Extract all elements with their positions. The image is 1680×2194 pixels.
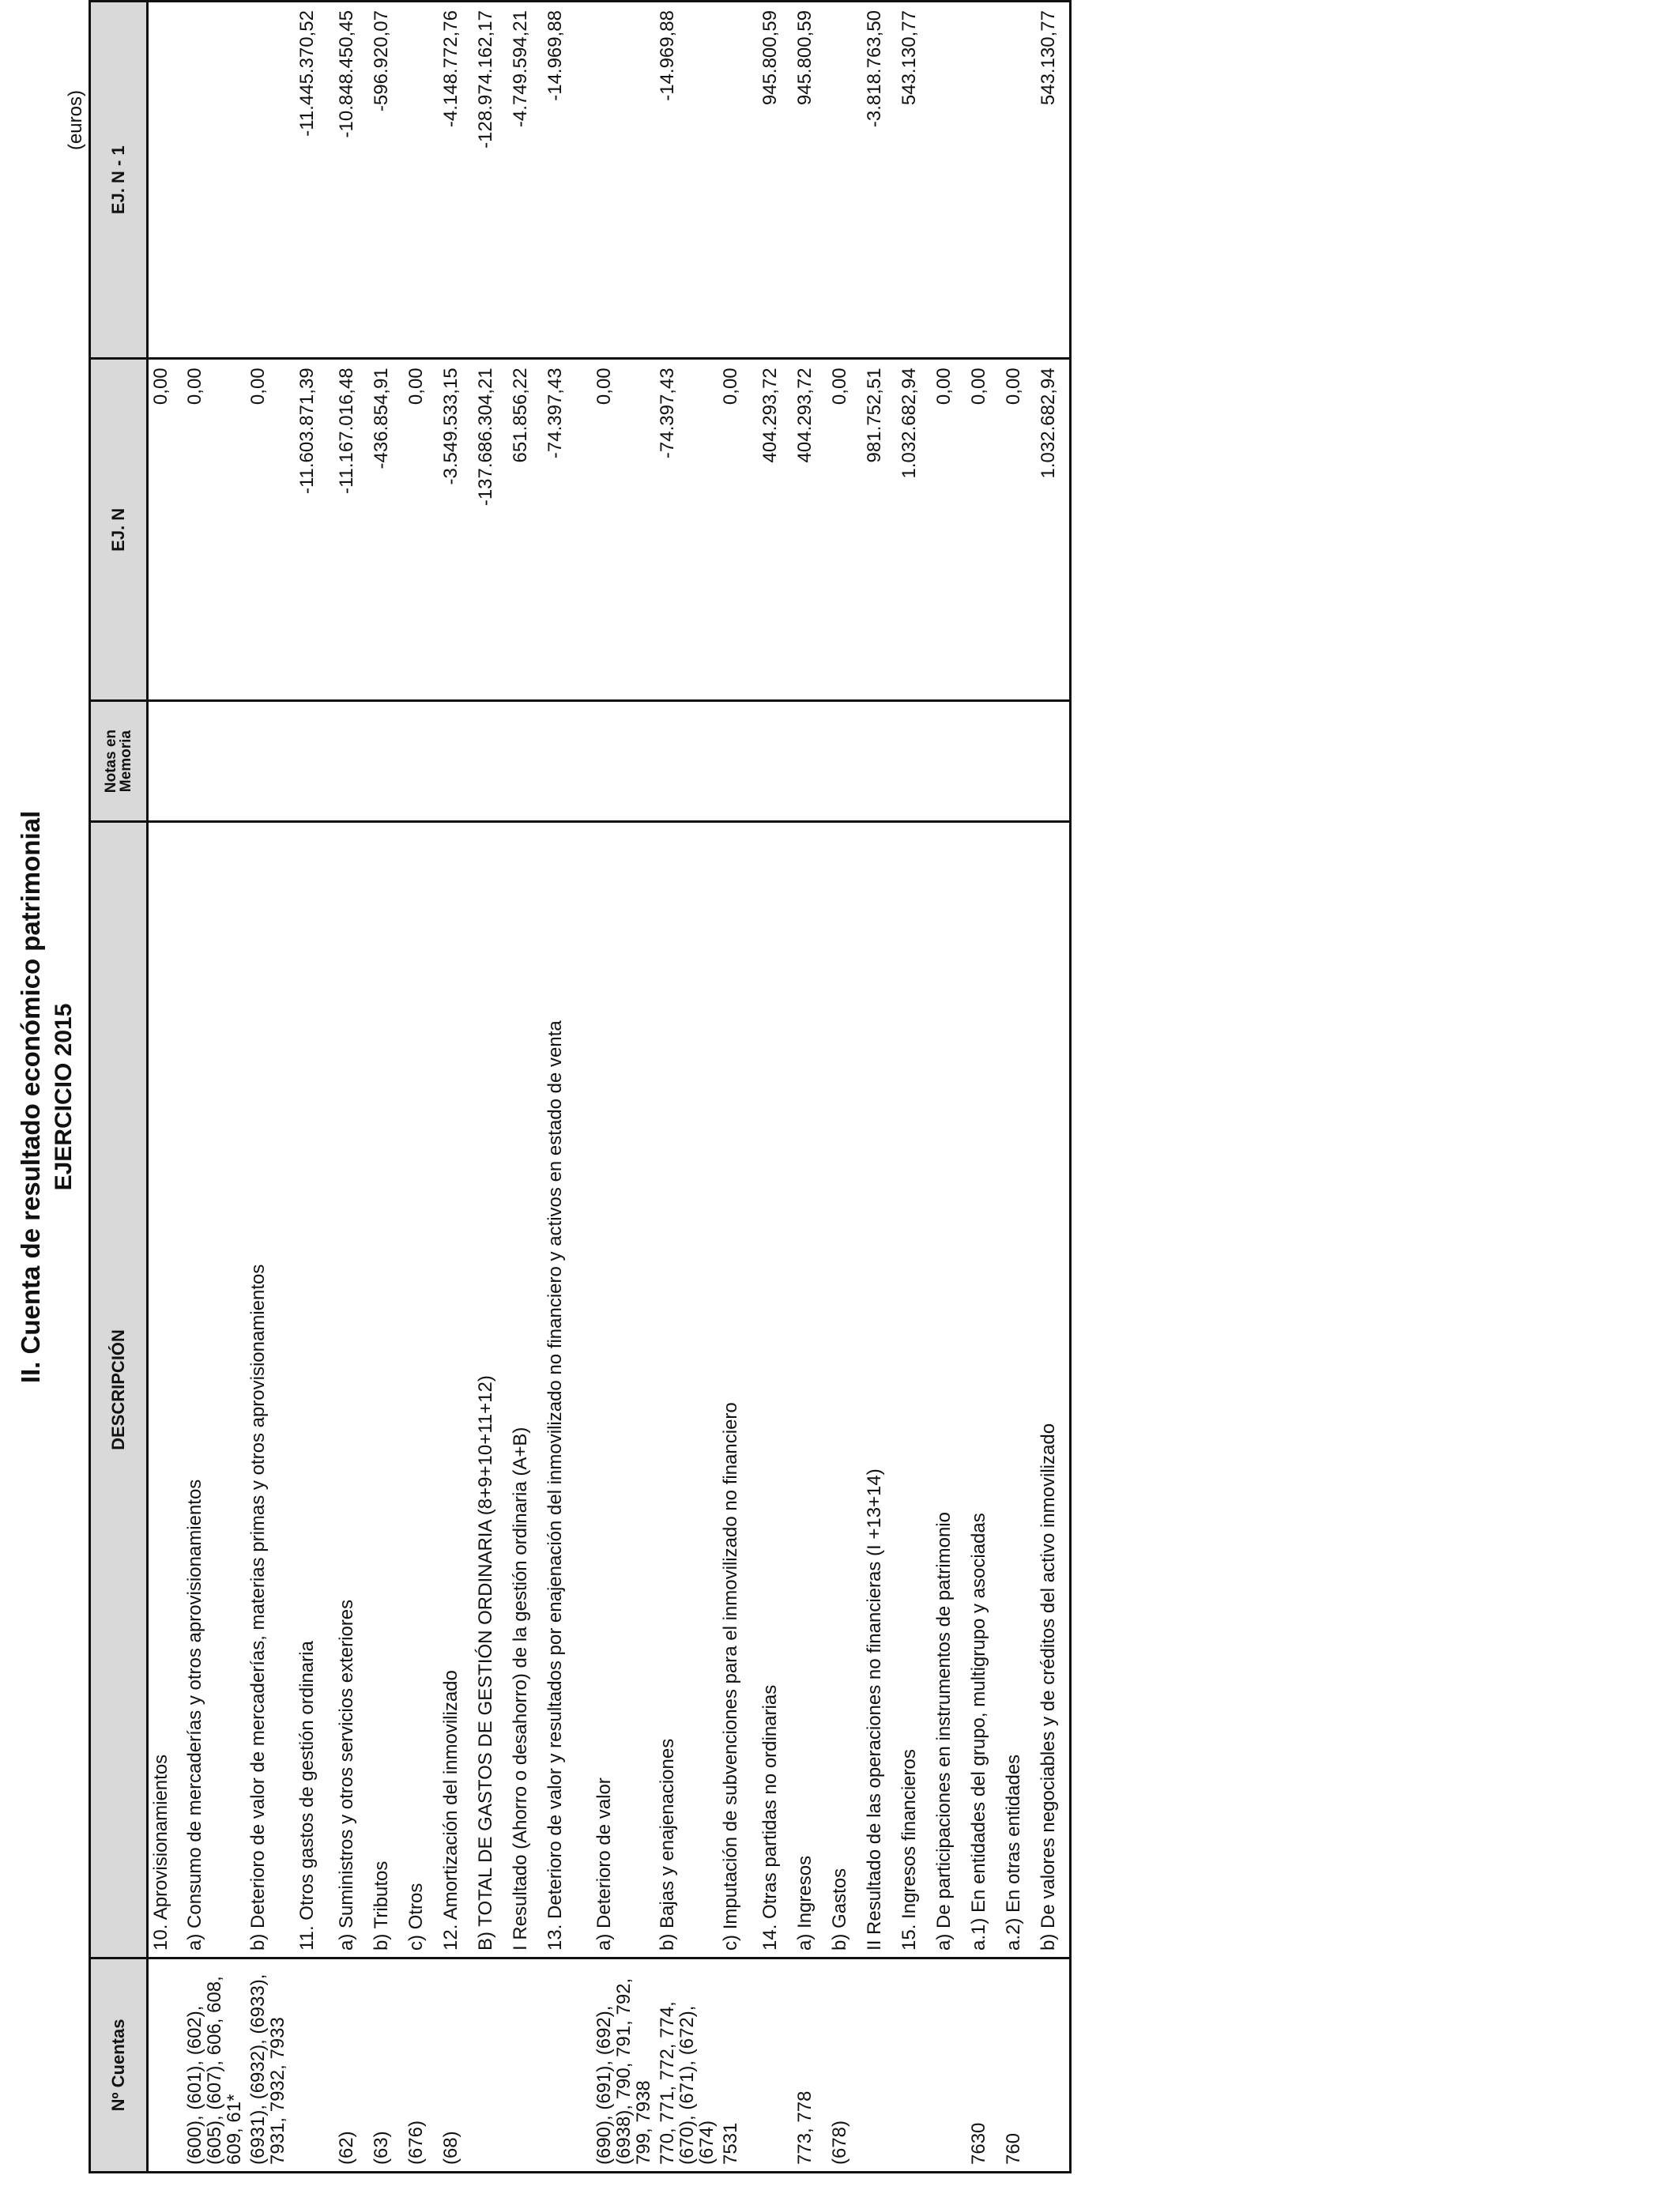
row-accounts-cell: (63) [369, 1958, 404, 2172]
row-description-cell: I Resultado (Ahorro o desahorro) de la gestión ordinaria (A+B) [508, 821, 543, 1958]
row-previous-value [932, 2, 966, 359]
row-notes-cell [758, 701, 793, 822]
row-accounts-cell [543, 1958, 592, 2172]
row-previous-value: 945.800,59 [793, 2, 827, 359]
row-previous-value: 945.800,59 [758, 2, 793, 359]
row-current-value: 0,00 [404, 359, 439, 701]
row-previous-value [827, 2, 862, 359]
table-row [932, 2, 966, 2173]
row-description-cell: b) Tributos [369, 821, 404, 1958]
row-accounts-cell: (600), (601), (602), (605), (607), 606, 608, 609, 61* [183, 1958, 246, 2172]
report-title: II. Cuenta de resultado económico patrimonial [16, 810, 45, 1384]
row-notes-cell [862, 701, 897, 822]
row-current-value: 0,00 [966, 359, 1001, 701]
row-previous-value [183, 2, 246, 359]
report-subtitle: EJERCICIO 2015 [51, 1003, 77, 1191]
row-description-cell: a) Suministros y otros servicios exteriores [334, 821, 369, 1958]
row-accounts-cell: 760 [1001, 1958, 1036, 2172]
row-accounts-cell [932, 1958, 966, 2172]
table-row [758, 2, 793, 2173]
row-previous-value: -14.969,88 [655, 2, 718, 359]
table-row [1001, 2, 1036, 2173]
row-description-cell: c) Imputación de subvenciones para el inmovilizado no financiero [718, 821, 758, 1958]
row-accounts-cell [758, 1958, 793, 2172]
row-previous-value: 543.130,77 [1036, 2, 1071, 359]
row-current-value: 404.293,72 [793, 359, 827, 701]
table-row [508, 2, 543, 2173]
table-row [246, 2, 295, 2173]
row-current-value: -74.397,43 [655, 359, 718, 701]
row-current-value: 0,00 [592, 359, 655, 701]
row-notes-cell [543, 701, 592, 822]
header-accounts: Nº Cuentas [90, 1958, 148, 2172]
table-row [827, 2, 862, 2173]
row-notes-cell [369, 701, 404, 822]
row-previous-value: -10.848.450,45 [334, 2, 369, 359]
row-current-value: 0,00 [1001, 359, 1036, 701]
row-notes-cell [827, 701, 862, 822]
row-description-cell: 11. Otros gastos de gestión ordinaria [295, 821, 334, 1958]
row-description-cell: b) Gastos [827, 821, 862, 1958]
row-notes-cell [439, 701, 473, 822]
table-row [897, 2, 932, 2173]
row-previous-value [1001, 2, 1036, 359]
row-current-value: 1.032.682,94 [897, 359, 932, 701]
row-previous-value: -596.920,07 [369, 2, 404, 359]
row-notes-cell [246, 701, 295, 822]
row-notes-cell [508, 701, 543, 822]
row-accounts-cell: (68) [439, 1958, 473, 2172]
row-previous-value [718, 2, 758, 359]
row-current-value: 1.032.682,94 [1036, 359, 1071, 701]
row-description-cell: II Resultado de las operaciones no financieras (I +13+14) [862, 821, 897, 1958]
table-row [334, 2, 369, 2173]
header-notes: Notas en Memoria [90, 701, 148, 822]
row-previous-value [592, 2, 655, 359]
table-row [369, 2, 404, 2173]
table-row [592, 2, 655, 2173]
row-accounts-cell [508, 1958, 543, 2172]
header-description: DESCRIPCIÓN [90, 821, 148, 1958]
row-accounts-cell: 7531 [718, 1958, 758, 2172]
row-previous-value [966, 2, 1001, 359]
row-current-value: 0,00 [183, 359, 246, 701]
results-table [89, 0, 1072, 2173]
table-body [148, 2, 1071, 2173]
row-description-cell: a.1) En entidades del grupo, multigrupo y asociadas [966, 821, 1001, 1958]
row-previous-value: -4.148.772,76 [439, 2, 473, 359]
row-current-value: -436.854,91 [369, 359, 404, 701]
row-description-cell: B) TOTAL DE GASTOS DE GESTIÓN ORDINARIA (8+9+10+11+12) [473, 821, 508, 1958]
row-accounts-cell [1036, 1958, 1071, 2172]
row-current-value: 0,00 [827, 359, 862, 701]
table-row [966, 2, 1001, 2173]
row-current-value: 0,00 [148, 359, 183, 701]
table-row [404, 2, 439, 2173]
row-notes-cell [932, 701, 966, 822]
row-current-value: -137.686.304,21 [473, 359, 508, 701]
row-notes-cell [592, 701, 655, 822]
table-row [793, 2, 827, 2173]
row-notes-cell [897, 701, 932, 822]
row-notes-cell [655, 701, 718, 822]
row-accounts-cell [148, 1958, 183, 2172]
table-row [543, 2, 592, 2173]
row-description-cell: b) Deterioro de valor de mercaderías, materias primas y otros aprovisionamientos [246, 821, 295, 1958]
row-accounts-cell: (676) [404, 1958, 439, 2172]
row-description-cell: a.2) En otras entidades [1001, 821, 1036, 1958]
row-description-cell: c) Otros [404, 821, 439, 1958]
units-label: (euros) [65, 90, 86, 151]
row-notes-cell [1036, 701, 1071, 822]
row-description-cell: 15. Ingresos financieros [897, 821, 932, 1958]
row-notes-cell [295, 701, 334, 822]
row-accounts-cell [473, 1958, 508, 2172]
table-row [718, 2, 758, 2173]
table-row [862, 2, 897, 2173]
row-accounts-cell [295, 1958, 334, 2172]
row-current-value: 404.293,72 [758, 359, 793, 701]
row-current-value: -74.397,43 [543, 359, 592, 701]
row-current-value: 0,00 [718, 359, 758, 701]
table-row [295, 2, 334, 2173]
row-previous-value: -14.969,88 [543, 2, 592, 359]
row-current-value: -11.603.871,39 [295, 359, 334, 701]
row-notes-cell [148, 701, 183, 822]
row-previous-value: 543.130,77 [897, 2, 932, 359]
table-row [655, 2, 718, 2173]
table-row [439, 2, 473, 2173]
row-notes-cell [404, 701, 439, 822]
row-notes-cell [183, 701, 246, 822]
row-current-value: -11.167.016,48 [334, 359, 369, 701]
row-description-cell: 12. Amortización del inmovilizado [439, 821, 473, 1958]
row-accounts-cell: 773, 778 [793, 1958, 827, 2172]
row-accounts-cell: (690), (691), (692), (6938), 790, 791, 792, 799, 7938 [592, 1958, 655, 2172]
table-row [1036, 2, 1071, 2173]
row-description-cell: b) De valores negociables y de créditos del activo inmovilizado [1036, 821, 1071, 1958]
row-accounts-cell [862, 1958, 897, 2172]
row-description-cell: a) Consumo de mercaderías y otros aprovisionamientos [183, 821, 246, 1958]
table-header-row [90, 2, 148, 2173]
row-previous-value: -11.445.370,52 [295, 2, 334, 359]
row-current-value: 651.856,22 [508, 359, 543, 701]
table-row [183, 2, 246, 2173]
row-previous-value [148, 2, 183, 359]
header-previous-year: EJ. N - 1 [90, 2, 148, 359]
row-previous-value: -4.749.594,21 [508, 2, 543, 359]
row-current-value: 981.752,51 [862, 359, 897, 701]
row-accounts-cell: 770, 771, 772, 774, (670), (671), (672), (674) [655, 1958, 718, 2172]
row-description-cell: 14. Otras partidas no ordinarias [758, 821, 793, 1958]
row-accounts-cell: (678) [827, 1958, 862, 2172]
row-accounts-cell: (6931), (6932), (6933), 7931, 7932, 7933 [246, 1958, 295, 2172]
row-notes-cell [334, 701, 369, 822]
row-current-value: 0,00 [932, 359, 966, 701]
row-current-value: -3.549.533,15 [439, 359, 473, 701]
row-description-cell: a) Ingresos [793, 821, 827, 1958]
row-description-cell: a) De participaciones en instrumentos de patrimonio [932, 821, 966, 1958]
row-description-cell: 13. Deterioro de valor y resultados por enajenación del inmovilizado no financiero y activos en estado de venta [543, 821, 592, 1958]
row-previous-value: -128.974.162,17 [473, 2, 508, 359]
table-row [473, 2, 508, 2173]
row-notes-cell [718, 701, 758, 822]
row-description-cell: 10. Aprovisionamientos [148, 821, 183, 1958]
row-notes-cell [1001, 701, 1036, 822]
row-description-cell: b) Bajas y enajenaciones [655, 821, 718, 1958]
row-notes-cell [966, 701, 1001, 822]
row-previous-value [404, 2, 439, 359]
row-accounts-cell [897, 1958, 932, 2172]
table-row [148, 2, 183, 2173]
row-current-value: 0,00 [246, 359, 295, 701]
row-accounts-cell: 7630 [966, 1958, 1001, 2172]
row-previous-value: -3.818.763,50 [862, 2, 897, 359]
row-description-cell: a) Deterioro de valor [592, 821, 655, 1958]
header-current-year: EJ. N [90, 359, 148, 701]
row-notes-cell [473, 701, 508, 822]
row-notes-cell [793, 701, 827, 822]
row-accounts-cell: (62) [334, 1958, 369, 2172]
row-previous-value [246, 2, 295, 359]
